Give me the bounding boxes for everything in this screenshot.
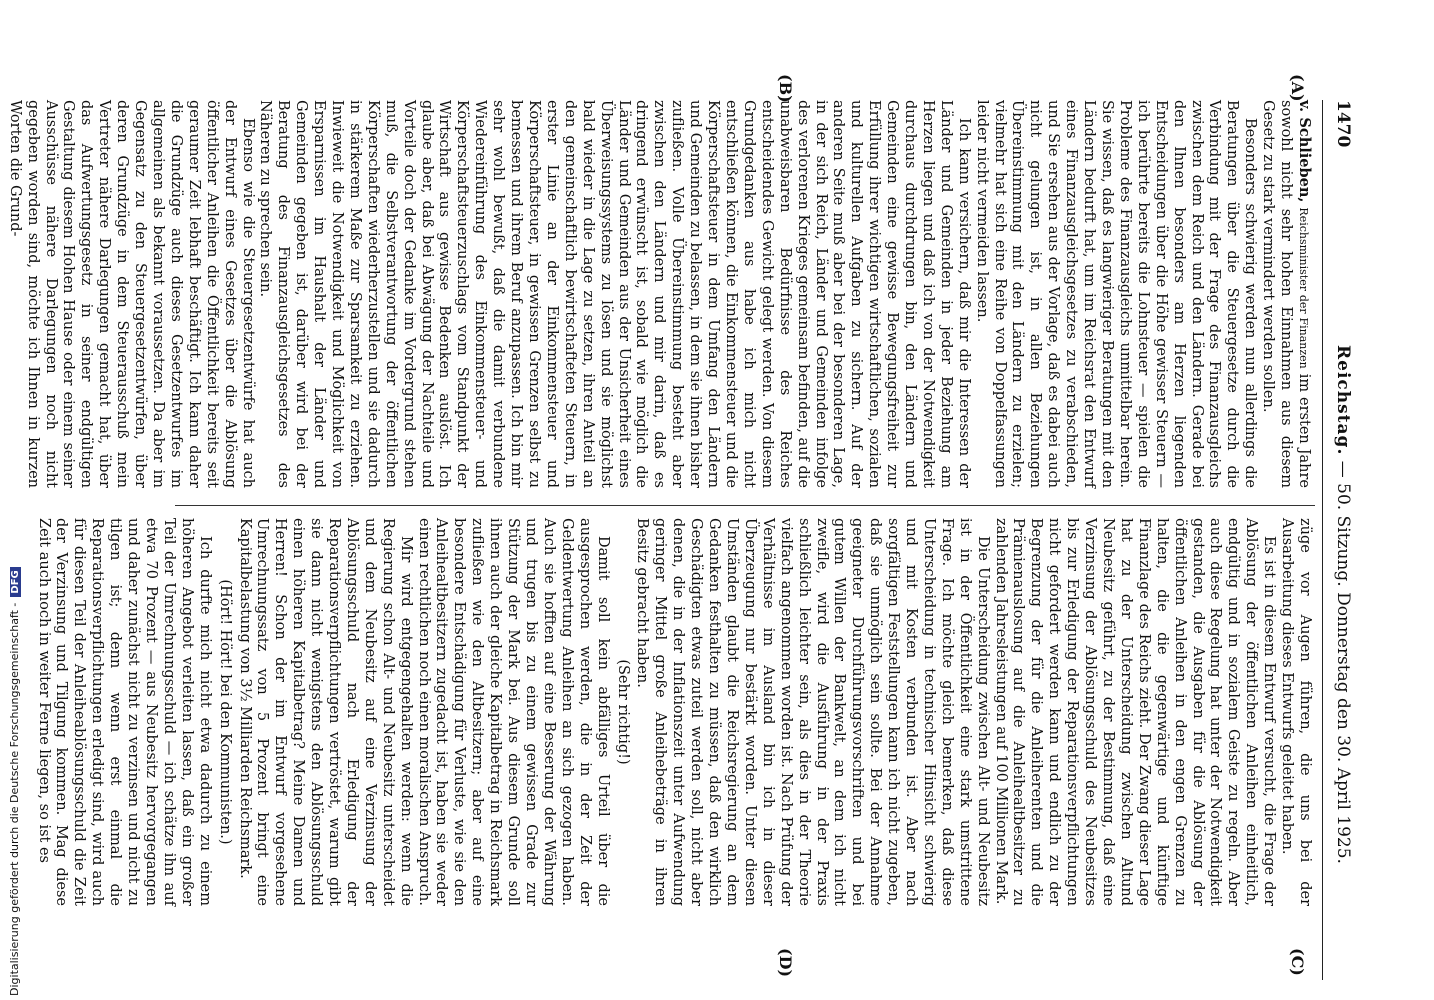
page-number: 1470 (1333, 100, 1353, 148)
interjection: (Hört! Hört! bei den Kommunisten.) (216, 579, 233, 845)
paragraph: Ich kann versichern, daß mir die Interessen der Länder und Gemeinden in jeder Beziehung am Herzen liegen und daß ich von der Notwendigkeit durchaus durchdrungen bin, den Ländern und Gemeinden eine gewisse Bewegungsfreiheit zur Erfüllung ihrer wichtigen wirtschaftlichen, sozialen und kulturellen Aufgaben zu sichern. Auf der anderen Seite muß aber bei der besonderen Lage, in der sich Reich, Länder und Gemeinden infolge des verlorenen Krieges gemeinsam befinden, auf die unabweisbaren Bedürfnisse des Reiches entscheidendes Gewicht gelegt werden. Von diesem Grundgedanken aus habe ich mich nicht entschließen können, die Einkommensteuer und die Körperschaftsteuer in dem Umfang den Ländern und Gemeinden zu belassen, in dem sie ihnen bisher zufließen. Volle Übereinstimmung besteht aber zwischen den Ländern und mir darin, daß es dringend erwünscht ist, sobald wie möglich die Länder und Gemeinden aus der Unsicherheit eines Überweisungssystems zu lösen und sie möglichst bald wieder in die Lage zu setzen, ihren Anteil an den gemeinschaftlich bewirtschafteten Steuern, in erster Linie an der Einkommensteuer und Körperschaftsteuer, in gewissen Grenzen selbst zu bemessen und ihrem Beruf anzupassen. Ich bin mir sehr wohl bewußt, daß die damit verbundene Wiedereinführung des Einkommensteuer- und Körperschaftsteuerzuschlags vom Standpunkt der Wirtschaft aus gewisse Bedenken auslöst. Ich glaube aber, daß bei Abwägung der Nachteile und Vorteile doch der Gedanke im Vordergrund stehen muß, die Selbstverantwortung der öffentlichen Körperschaften wiederherzustellen und sie dadurch in stärkerem Maße zur Sparsamkeit zu erziehen. Inwieweit die Notwendigkeit und Möglichkeit von Ersparnissen im Haushalt der Länder und Gemeinden gegeben ist, darüber wird bei der Beratung des Finanzausgleichsgesetzes des Näheren zu sprechen sein. (257, 100, 972, 488)
paragraph: Mir wird entgegengehalten werden: wenn die Regierung schon Alt- und Neubesitz unterscheidet und dem Neubesitz auf eine Verzinsung der Ablösungsschuld nach Erledigung der Reparationsverpflichtungen vertröstet, warum gibt sie dann nicht wenigstens den Ablösungsschuld einen höheren Kapitalbetrag? Meine Damen und Herren! Schon der im Entwurf vorgesehene Umrechnungssatz von 5 Prozent bringt eine Kapitalbelastung von 3½ Milliarden Reichsmark. (236, 518, 414, 906)
margin-mark-a: (A) (1288, 74, 1307, 102)
digitization-credit (8, 567, 21, 996)
header-rule (1322, 100, 1323, 980)
dfg-logo: DFG (10, 567, 21, 596)
paragraph: züge vor Augen führen, die uns bei der Ausarbeitung dieses Entwurfs geleitet haben. (1279, 518, 1313, 906)
margin-mark-d: (D) (776, 948, 795, 978)
paragraph: Damit soll kein abfälliges Urteil über die ausgesprochen werden, die in der Zeit der Geldentwertung Anleihen an sich gezogen haben. Auch sie hofften auf eine Besserung der Währung und trugen bis zu einem gewissen Grade zur Stützung der Mark bei. Aus diesem Grunde soll ihnen auch der gleiche Kapitalbetrag in Reichsmark zufließen wie den Altbesitzern; aber auf eine besondere Entschädigung für Verluste, wie sie den Anleihealtbesitzern zugedacht ist, haben sie weder einen rechtlichen noch einen moralischen Anspruch. (415, 518, 611, 907)
paragraph-text: im ersten Jahre sowohl nicht sehr hohen Einnahmen aus diesem Gesetz zu stark vermindert werden sollen. (1260, 100, 1312, 489)
paragraph: Ebenso wie die Steuergesetzentwürfe hat auch der Entwurf eines Gesetzes über die Ablösung öffentlicher Anleihen die Öffentlichkeit bereits seit geraumer Zeit lebhaft beschäftigt. Ich kann daher die Grundzüge auch dieses Gesetzentwurfes im allgemeinen als bekannt voraussetzen. Da aber im Gegensatz zu den Steuergesetzentwürfen, über deren Grundzüge in dem Steuerausschuß mein Vertreter nähere Darlegungen gemacht hat, über das Aufwertungsgesetz in seiner endgültigen Gestaltung diesem Hohen Hause oder einem seiner Ausschüsse nähere Darlegungen noch nicht gegeben worden sind, möchte ich Ihnen in kurzen Worten die Grund- (6, 100, 256, 488)
left-column (5, 100, 1313, 488)
speaker-role: Reichsminister der Finanzen (1297, 207, 1310, 369)
margin-mark-c: (C) (1288, 948, 1307, 976)
paragraph: Ich durfte mich nicht etwa dadurch zu einem höheren Angebot verleiten lassen, daß ein großer Teil der Umrechnungsschuld — ich schätze ihn auf etwa 70 Prozent — aus Neubesitz hervorgegangen und daher zunächst nicht zu verzinsen und nicht zu tilgen ist; denn wenn erst einmal die Reparationsverpflichtungen erledigt sind, wird auch für diesen Teil der Anleiheablösungsschuld die Zeit der Verzinsung und Tilgung kommen. Mag diese Zeit auch noch in weiter Ferne liegen, so ist es (35, 518, 213, 906)
page-header (1327, 100, 1355, 980)
right-column (34, 518, 1313, 906)
speaker-name: v. Schlieben, (1296, 100, 1313, 203)
paragraph: Es ist in diesem Entwurf versucht, die Frage der Ablösung der öffentlichen Anleihen einheitlich, endgültig und in sozialem Geiste zu regeln. Aber auch diese Regelung hat unter der Notwendigkeit gestanden, die Ausgaben für die Ablösung der öffentlichen Anleihen in den engen Grenzen zu halten, die die gegenwärtige und künftige Finanzlage des Reichs zieht. Der Zwang dieser Lage hat zu der Unterscheidung zwischen Altund Neubesitz geführt, zu der Bestimmung, daß eine Verzinsung der Ablösungsschuld des Neubesitzes bis zur Erledigung der Reparationsverpflichtungen nicht gefordert werden kann und endlich zu der Begrenzung der für die Anleiherenten und die Prämienauslosung auf die Anleihealtbesitzer zu zahlenden Jahresleistungen auf 100 Millionen Mark. (992, 518, 1278, 906)
header-session: — 50. Sitzung. Donnerstag den 30. April 1925. (1333, 460, 1353, 864)
paragraph: Besonders schwierig werden nun allerdings die Beratungen über die Steuergesetze durch die Verbindung mit der Frage des Finanzausgleichs zwischen dem Reich und den Ländern. Gerade bei den Ihnen besonders am Herzen liegenden Entscheidungen über die Höhe gewisser Steuern — ich berührte bereits die Lohnsteuer — spielen die Probleme des Finanzausgleichs unmittelbar herein. Sie wissen, daß es langwieriger Beratungen mit den Ländern bedurft hat, um im Reichsrat den Entwurf eines Finanzausgleichsgesetzes zu verabschieden, und Sie ersehen aus der Vorlage, daß es dabei auch nicht gelungen ist, in allen Beziehungen Übereinstimmung mit den Ländern zu erzielen; vielmehr hat sich eine Reihe von Doppelfassungen leider nicht vermeiden lassen. (973, 100, 1259, 488)
paragraph (1258, 100, 1313, 488)
interjection: (Sehr richtig!) (614, 659, 631, 765)
paragraph: Die Unterscheidung zwischen Alt- und Neubesitz ist in der Öffentlichkeit eine stark umstrittene Frage. Ich möchte gleich bemerken, daß diese Unterscheidung in technischer Hinsicht schwierig und mit Kosten verbunden ist. Aber nach sorgfältigen Feststellungen kann ich nicht zugeben, daß sie unmöglich sein sollte. Bei der Annahme geeigneter Durchführungsvorschriften und bei gutem Willen der Bankwelt, an dem ich nicht zweifle, wird die Ausführung in der Praxis schließlich leichter sein, als dies in der Theorie vielfach angenommen worden ist. Nach Prüfung der Verhältnisse im Ausland bin ich in dieser Überzeugung nur bestärkt worden. Unter diesen Umständen glaubt die Reichsregierung an dem Gedanken festhalten zu müssen, daß den wirklich Geschädigten etwas zuteil werden soll, nicht aber denen, die in der Inflationszeit unter Aufwendung geringer Mittel große Anleihebeträge in ihren Besitz gebracht haben. (634, 518, 991, 906)
running-title (1333, 345, 1353, 905)
header-title: Reichstag. (1333, 345, 1353, 456)
column-divider (175, 505, 1315, 506)
credit-text: Digitalisierung gefördert durch die Deutsche Forschungsgemeinschaft - (8, 602, 21, 996)
margin-mark-b: (B) (776, 74, 795, 103)
